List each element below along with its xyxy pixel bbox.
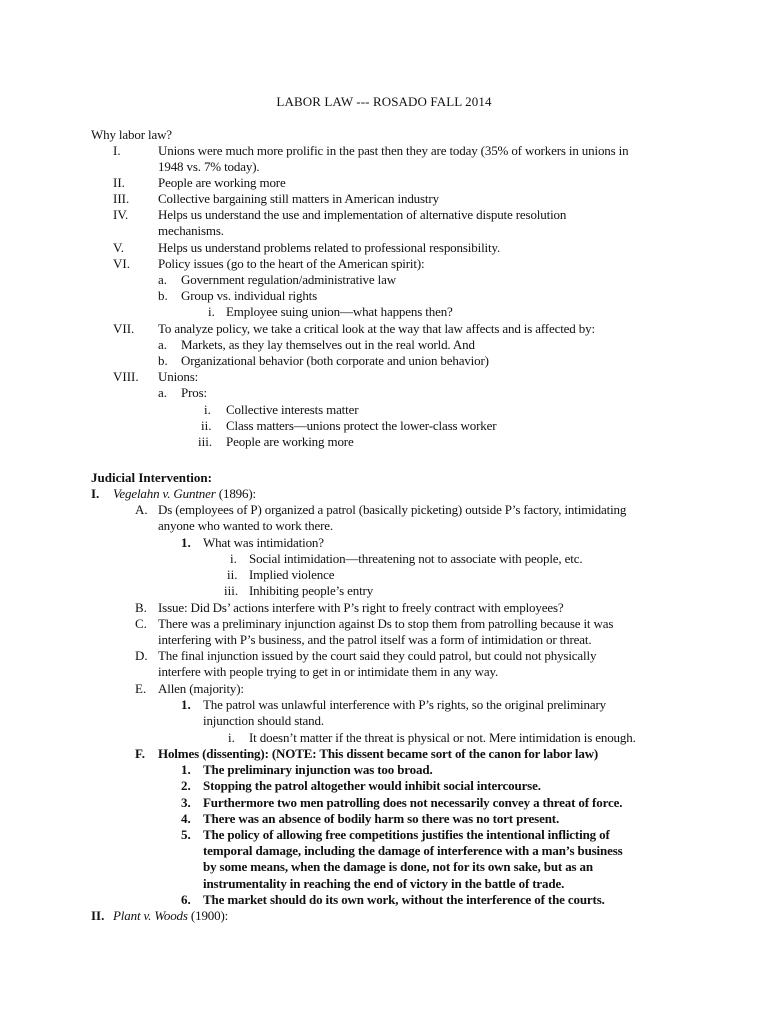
roman-sub-marker: i. — [228, 730, 235, 745]
case-1-F3: Furthermore two men patrolling does not necessarily convey a threat of force. — [203, 795, 623, 810]
why-item-6b: Group vs. individual rights — [181, 288, 318, 303]
case-1-E1: The patrol was unlawful interference with P’s rights, so the original preliminary — [203, 697, 607, 712]
roman-marker: IV. — [113, 207, 129, 222]
letter-marker: D. — [135, 648, 148, 663]
case-1-A1-iii: Inhibiting people’s entry — [249, 583, 374, 598]
roman-sub-marker: i. — [230, 551, 237, 566]
roman-marker: II. — [113, 175, 125, 190]
case-1-E: Allen (majority): — [158, 681, 244, 696]
case-1-F: Holmes (dissenting): (NOTE: This dissent became sort of the canon for labor law) — [158, 746, 599, 761]
roman-marker: V. — [113, 240, 124, 255]
case-1-E1-cont: injunction should stand. — [203, 713, 324, 728]
case-1-A1: What was intimidation? — [203, 535, 324, 550]
why-item-2: People are working more — [158, 175, 286, 190]
roman-sub-marker: iii. — [224, 583, 239, 598]
case-2-year: (1900): — [187, 908, 229, 923]
alpha-marker: b. — [158, 288, 168, 303]
document-title: LABOR LAW --- ROSADO FALL 2014 — [276, 94, 492, 109]
case-1-F5-line-4: instrumentality in reaching the end of victory in the battle of trade. — [203, 876, 565, 891]
why-item-8aiii: People are working more — [226, 434, 354, 449]
case-1-F1: The preliminary injunction was too broad. — [203, 762, 433, 777]
case-1-F2: Stopping the patrol altogether would inhibit social intercourse. — [203, 778, 541, 793]
why-item-4: Helps us understand the use and implementation of alternative dispute resolution — [158, 207, 567, 222]
why-heading: Why labor law? — [91, 127, 172, 142]
roman-marker: VI. — [113, 256, 130, 271]
case-2-name: Plant v. Woods — [113, 908, 188, 923]
number-marker: 4. — [181, 811, 191, 826]
case-1-A-cont: anyone who wanted to work there. — [158, 518, 333, 533]
case-1-F5-line-3: by some means, when the damage is done, not for its own sake, but as an — [203, 859, 593, 874]
case-marker: I. — [91, 486, 100, 501]
why-item-4-cont: mechanisms. — [158, 223, 224, 238]
why-item-7b: Organizational behavior (both corporate and union behavior) — [181, 353, 489, 368]
roman-marker: III. — [113, 191, 130, 206]
case-marker: II. — [91, 908, 105, 923]
case-1-name: Vegelahn v. Guntner — [113, 486, 216, 501]
case-1-C-cont: interfering with P’s business, and the patrol itself was a form of intimidation or threat. — [158, 632, 592, 647]
number-marker: 1. — [181, 535, 191, 550]
case-1-F5-line-2: temporal damage, including the damage of interference with a man’s business — [203, 843, 623, 858]
judicial-heading: Judicial Intervention: — [91, 470, 212, 485]
roman-marker: VIII. — [113, 369, 139, 384]
case-1-C: There was a preliminary injunction against Ds to stop them from patrolling because it was — [158, 616, 614, 631]
why-item-3: Collective bargaining still matters in American industry — [158, 191, 439, 206]
case-1-D-cont: interfere with people trying to get in or intimidate them in any way. — [158, 664, 499, 679]
why-item-8: Unions: — [158, 369, 199, 384]
letter-marker: A. — [135, 502, 148, 517]
why-item-6bi: Employee suing union—what happens then? — [226, 304, 453, 319]
roman-sub-marker: iii. — [198, 434, 213, 449]
case-1-A: Ds (employees of P) organized a patrol (basically picketing) outside P’s factory, intimidating — [158, 502, 627, 517]
roman-marker: I. — [113, 143, 121, 158]
case-1-B: Issue: Did Ds’ actions interfere with P’s right to freely contract with employees? — [158, 600, 564, 615]
why-item-8a: Pros: — [181, 385, 207, 400]
case-2-title — [113, 908, 228, 924]
case-1-title — [113, 486, 256, 502]
case-1-A1-ii: Implied violence — [249, 567, 335, 582]
letter-marker: B. — [135, 600, 147, 615]
case-1-D: The final injunction issued by the court said they could patrol, but could not physically — [158, 648, 597, 663]
number-marker: 3. — [181, 795, 191, 810]
roman-sub-marker: i. — [208, 304, 215, 319]
why-item-1: Unions were much more prolific in the past then they are today (35% of workers in unions in — [158, 143, 629, 158]
alpha-marker: a. — [158, 272, 168, 287]
alpha-marker: b. — [158, 353, 168, 368]
number-marker: 1. — [181, 762, 191, 777]
roman-marker: VII. — [113, 321, 135, 336]
case-1-F4: There was an absence of bodily harm so there was no tort present. — [203, 811, 560, 826]
letter-marker: F. — [135, 746, 145, 761]
number-marker: 2. — [181, 778, 191, 793]
letter-marker: E. — [135, 681, 147, 696]
alpha-marker: a. — [158, 337, 168, 352]
why-item-6a: Government regulation/administrative law — [181, 272, 396, 287]
number-marker: 5. — [181, 827, 191, 842]
roman-sub-marker: ii. — [201, 418, 212, 433]
alpha-marker: a. — [158, 385, 168, 400]
letter-marker: C. — [135, 616, 147, 631]
why-item-7: To analyze policy, we take a critical look at the way that law affects and is affected by: — [158, 321, 595, 336]
case-1-year: (1896): — [215, 486, 257, 501]
case-1-A1-i: Social intimidation—threatening not to associate with people, etc. — [249, 551, 583, 566]
number-marker: 1. — [181, 697, 191, 712]
why-item-7a: Markets, as they lay themselves out in the real world. And — [181, 337, 475, 352]
case-1-F6: The market should do its own work, without the interference of the courts. — [203, 892, 605, 907]
case-1-E1-i: It doesn’t matter if the threat is physical or not. Mere intimidation is enough. — [249, 730, 636, 745]
why-item-5: Helps us understand problems related to professional responsibility. — [158, 240, 501, 255]
why-item-8aii: Class matters—unions protect the lower-class worker — [226, 418, 497, 433]
why-item-1-cont: 1948 vs. 7% today). — [158, 159, 260, 174]
why-item-6: Policy issues (go to the heart of the American spirit): — [158, 256, 425, 271]
case-1-F5: The policy of allowing free competitions justifies the intentional inflicting of — [203, 827, 610, 842]
why-item-8ai: Collective interests matter — [226, 402, 359, 417]
roman-sub-marker: ii. — [227, 567, 238, 582]
roman-sub-marker: i. — [204, 402, 211, 417]
number-marker: 6. — [181, 892, 191, 907]
